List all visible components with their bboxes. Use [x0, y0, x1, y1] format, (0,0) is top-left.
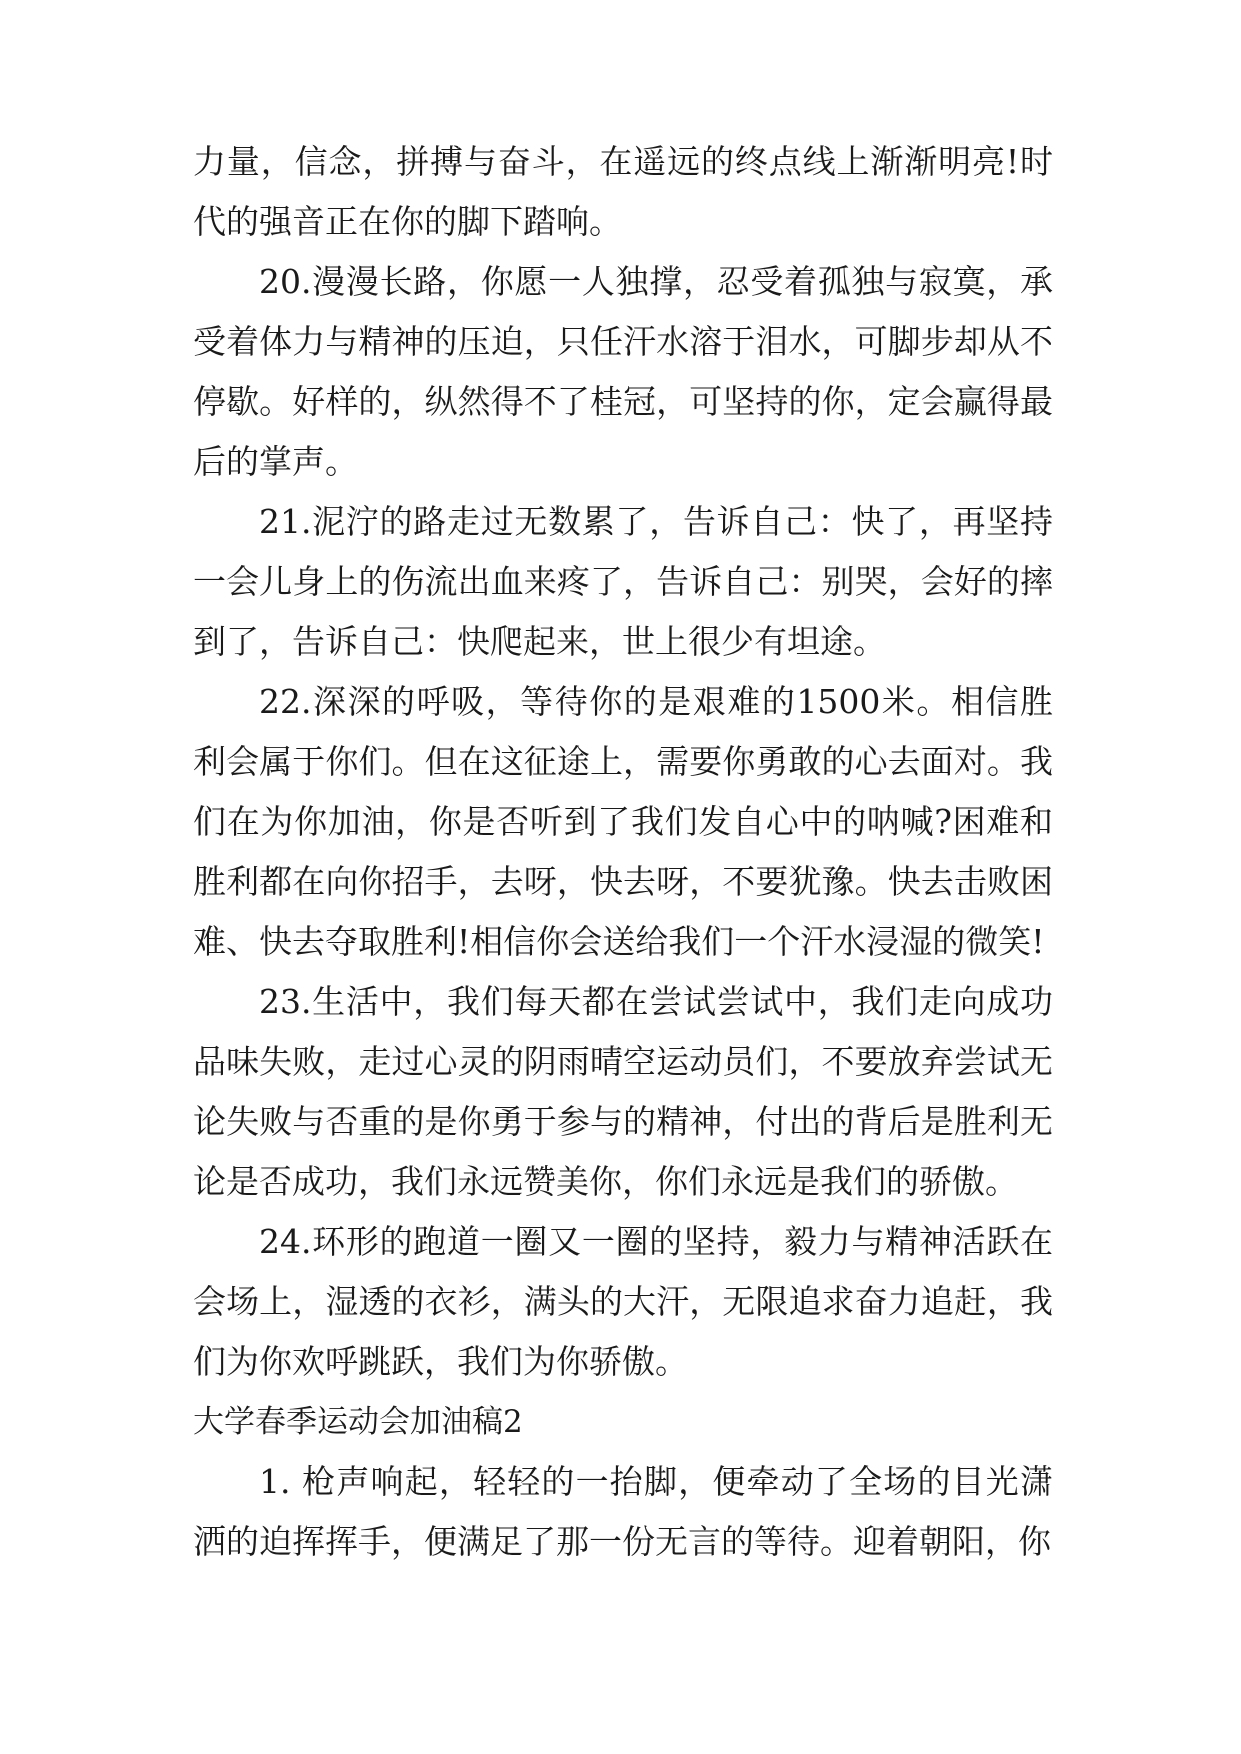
- paragraph-item-24: 24.环形的跑道一圈又一圈的坚持，毅力与精神活跃在会场上，湿透的衣衫，满头的大汗，无限追求奋力追赶，我们为你欢呼跳跃，我们为你骄傲。: [193, 1222, 1053, 1381]
- section-heading: 大学春季运动会加油稿2: [193, 1404, 523, 1440]
- paragraph-item-21: 21.泥泞的路走过无数累了，告诉自己：快了，再坚持一会儿身上的伤流出血来疼了，告诉自己：别哭，会好的摔到了，告诉自己：快爬起来，世上很少有坦途。: [193, 502, 1053, 661]
- paragraph-item-20: 20.漫漫长路，你愿一人独撑，忍受着孤独与寂寞，承受着体力与精神的压迫，只任汗水溶于泪水，可脚步却从不停歇。好样的，纵然得不了桂冠，可坚持的你，定会赢得最后的掌声。: [193, 262, 1053, 481]
- paragraph-continuation: 力量，信念，拼搏与奋斗，在遥远的终点线上渐渐明亮!时代的强音正在你的脚下踏响。: [193, 142, 1053, 241]
- paragraph-item-23: 23.生活中，我们每天都在尝试尝试中，我们走向成功品味失败，走过心灵的阴雨晴空运动员们，不要放弃尝试无论失败与否重的是你勇于参与的精神，付出的背后是胜利无论是否成功，我们永远赞美你，你们永远是我们的骄傲。: [193, 982, 1053, 1201]
- document-body: [193, 132, 1053, 1572]
- paragraph-item-22: 22.深深的呼吸，等待你的是艰难的1500米。相信胜利会属于你们。但在这征途上，需要你勇敢的心去面对。我们在为你加油，你是否听到了我们发自心中的呐喊?困难和胜利都在向你招手，去呀，快去呀，不要犹豫。快去击败困难、快去夺取胜利!相信你会送给我们一个汗水浸湿的微笑!: [193, 682, 1053, 961]
- paragraph-item-1: 1. 枪声响起，轻轻的一抬脚，便牵动了全场的目光潇洒的迫挥挥手，便满足了那一份无言的等待。迎着朝阳，你: [193, 1462, 1053, 1561]
